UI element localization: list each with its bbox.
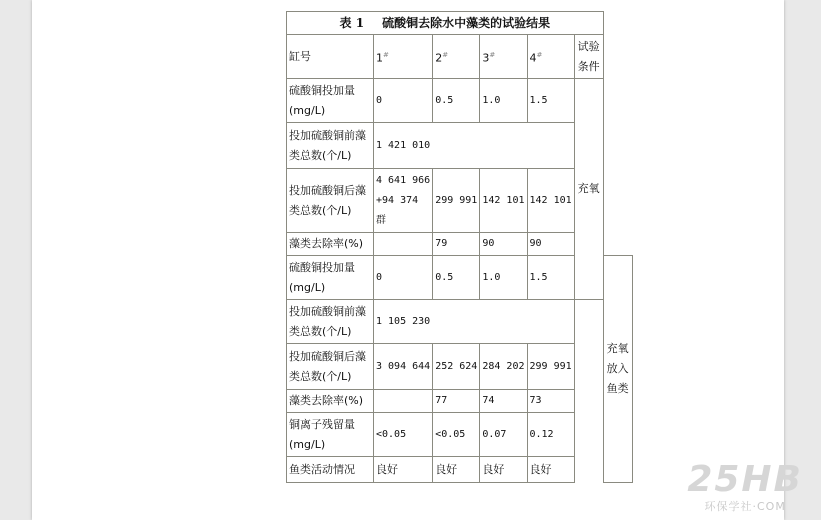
table-caption — [287, 12, 604, 35]
header-condition: 试验条件 — [574, 35, 603, 79]
g1-dose-1: 0 — [374, 79, 433, 123]
g1-dose-3: 1.0 — [480, 79, 527, 123]
caption-title: 硫酸铜去除水中藻类的试验结果 — [382, 16, 551, 30]
results-table — [286, 11, 633, 483]
g1-after-label: 投加硫酸铜后藻类总数(个/L) — [287, 169, 374, 233]
g2-after-2: 252 624 — [433, 344, 480, 390]
g1-rate-2: 79 — [433, 233, 480, 256]
g1-after-2: 299 991 — [433, 169, 480, 233]
g2-residual-2: <0.05 — [433, 413, 480, 457]
caption-number: 表 1 — [339, 16, 365, 30]
g1-before-label: 投加硫酸铜前藻类总数(个/L) — [287, 123, 374, 169]
g2-after-label: 投加硫酸铜后藻类总数(个/L) — [287, 344, 374, 390]
g2-after-3: 284 202 — [480, 344, 527, 390]
results-table-wrapper — [286, 11, 633, 483]
watermark-logo: 25HB — [687, 459, 803, 500]
g1-after-1: 4 641 966 +94 374 群 — [374, 169, 433, 233]
header-tank-label: 缸号 — [287, 35, 374, 79]
g2-rate-1 — [374, 390, 433, 413]
g2-residual-3: 0.07 — [480, 413, 527, 457]
g2-fish-label: 鱼类活动情况 — [287, 457, 374, 483]
header-tank-4: 4# — [527, 35, 574, 79]
g2-after-1: 3 094 644 — [374, 344, 433, 390]
g2-fish-1: 良好 — [374, 457, 433, 483]
g1-rate-3: 90 — [480, 233, 527, 256]
g1-condition: 充氧 — [574, 79, 603, 300]
g2-rate-label: 藻类去除率(%) — [287, 390, 374, 413]
document-page — [32, 0, 784, 520]
header-tank-1: 1# — [374, 35, 433, 79]
g2-dose-3: 1.0 — [480, 256, 527, 300]
g1-before-value: 1 421 010 — [374, 123, 575, 169]
g2-fish-2: 良好 — [433, 457, 480, 483]
g1-rate-label: 藻类去除率(%) — [287, 233, 374, 256]
g2-fish-4: 良好 — [527, 457, 574, 483]
site-watermark — [687, 459, 803, 514]
g2-dose-label: 硫酸铜投加量(mg/L) — [287, 256, 374, 300]
g2-after-4: 299 991 — [527, 344, 574, 390]
g2-dose-4: 1.5 — [527, 256, 574, 300]
g1-dose-2: 0.5 — [433, 79, 480, 123]
g1-rate-4: 90 — [527, 233, 574, 256]
g2-fish-3: 良好 — [480, 457, 527, 483]
g1-dose-4: 1.5 — [527, 79, 574, 123]
g2-residual-4: 0.12 — [527, 413, 574, 457]
g2-rate-2: 77 — [433, 390, 480, 413]
g2-rate-3: 74 — [480, 390, 527, 413]
g1-dose-label: 硫酸铜投加量(mg/L) — [287, 79, 374, 123]
g2-before-label: 投加硫酸铜前藻类总数(个/L) — [287, 300, 374, 344]
g2-rate-4: 73 — [527, 390, 574, 413]
g2-dose-1: 0 — [374, 256, 433, 300]
watermark-text: 环保学社·COM — [704, 500, 786, 513]
header-tank-3: 3# — [480, 35, 527, 79]
g2-residual-1: <0.05 — [374, 413, 433, 457]
header-tank-2: 2# — [433, 35, 480, 79]
g2-residual-label: 铜离子残留量(mg/L) — [287, 413, 374, 457]
g1-after-3: 142 101 — [480, 169, 527, 233]
g2-before-value: 1 105 230 — [374, 300, 575, 344]
g1-rate-1 — [374, 233, 433, 256]
g2-condition: 充氧放入鱼类 — [603, 256, 632, 483]
g1-after-4: 142 101 — [527, 169, 574, 233]
g2-dose-2: 0.5 — [433, 256, 480, 300]
